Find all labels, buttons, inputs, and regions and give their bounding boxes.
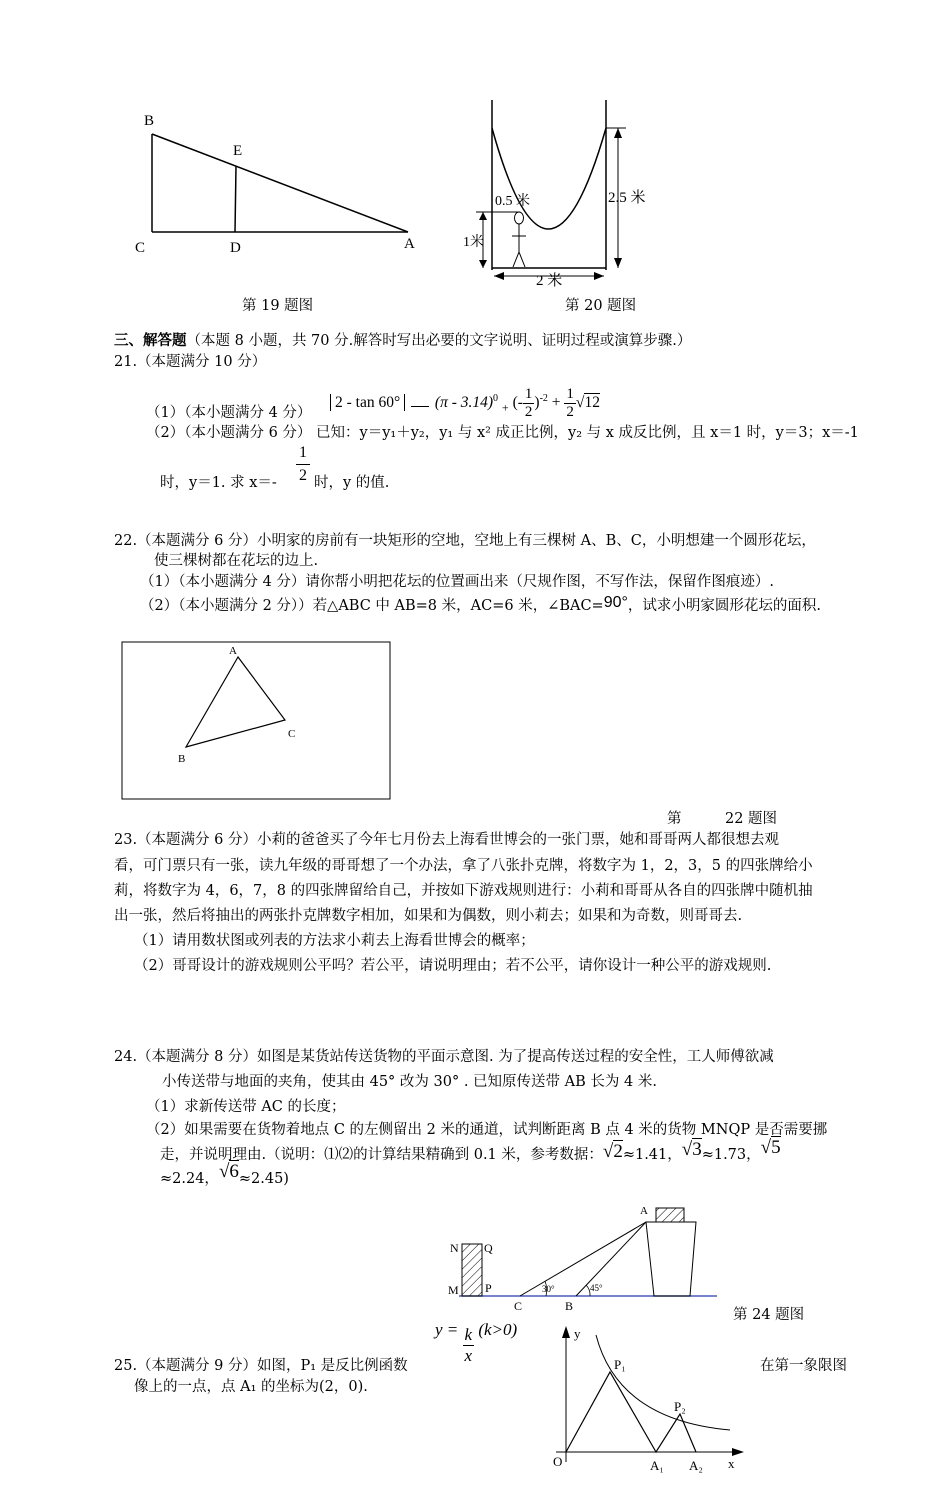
q23-part1: （1）请用数状图或列表的方法求小莉去上海看世博会的概率； [134,933,535,949]
q24-line1: 24.（本题满分 8 分）如图是某货站传送货物的平面示意图. 为了提高传送过程的安全性，工人师傅欲减 [114,1049,774,1065]
q24-part2a: （2）如果需要在货物着地点 C 的左侧留出 2 米的通道，试判断距离 B 点 4 米的货物 MNQP 是否需要挪 [146,1122,828,1138]
fig20-label-width: 2 米 [536,273,563,289]
q23-line4: 出一张，然后将抽出的两张扑克牌数字相加，如果和为偶数，则小莉去；如果和为奇数，则哥哥去. [114,908,743,924]
q25-formula-cond: (k>0) [478,1320,518,1340]
fig24-label-c: C [514,1299,523,1313]
fig19-label-b: B [144,113,155,129]
q25-formula-k: k [464,1325,473,1344]
q24-part2c-line: ≈2.24，√6≈2.45) [160,1161,289,1187]
q25-line1: 25.（本题满分 9 分）如图，P₁ 是反比例函数 [114,1358,408,1374]
fig24-label-q: Q [484,1241,493,1255]
q21-plus: + [501,400,509,415]
q22-line2: 使三棵树都在花坛的边上. [154,553,319,569]
q22-part2b: ，试求小明家圆形花坛的面积. [627,598,822,614]
q25-formula-x: x [464,1346,473,1365]
fig25-label-y: y [574,1326,581,1341]
q24-part2b: 走，并说明理由.（说明：⑴⑵的计算结果精确到 0.1 米，参考数据： [160,1147,603,1163]
q21-header: 21.（本题满分 10 分） [114,354,267,370]
q22-part1: （1）（本小题满分 4 分）请你帮小明把花坛的位置画出来（尺规作图，不写作法，保留作图痕迹）. [140,574,775,590]
fig25-label-a1: A₁ [650,1458,664,1473]
fig25-label-p1: P₁ [614,1357,626,1372]
q23-line3: 莉，将数字为 4，6，7，8 的四张牌留给自己，并按如下游戏规则进行：小莉和哥哥从各自的四张牌中随机抽 [114,883,813,899]
fig24-label-m: M [448,1283,459,1297]
q25-line2: 像上的一点，点 A₁ 的坐标为(2，0). [134,1379,368,1395]
q24-sqrt2: 2 [613,1141,623,1162]
q21-part2-line2b: 时，y 的值. [314,475,390,491]
q24-sqrt3: 3 [692,1139,702,1160]
q22-line1: 22.（本题满分 6 分）小明家的房前有一块矩形的空地，空地上有三棵树 A、B、C，小明想建一个圆形花坛， [114,533,816,549]
q21-sqrt: 12 [584,394,600,412]
q23-line1: 23.（本题满分 6 分）小莉的爸爸买了今年七月份去上海看世博会的一张门票，她和哥哥两人都很想去观 [114,832,779,848]
q21-exp: -2 [539,393,548,404]
section3-heading: 三、解答题 [114,332,187,349]
q25-line1-tail: 在第一象限图 [760,1358,847,1374]
q24-line2: 小传送带与地面的夹角，使其由 45° 改为 30° . 已知原传送带 AB 长为 4 米. [162,1074,657,1090]
q23-line2: 看，可门票只有一张，读九年级的哥哥想了一个办法，拿了八张扑克牌，将数字为 1，2，3，5 的四张牌给小 [114,858,813,874]
fig25-label-p2: P₂ [674,1399,686,1414]
q24-v2: ≈1.41， [622,1147,682,1163]
fig19-label-e: E [233,143,243,159]
q21-abs-term: 2 - tan 60° [330,394,405,411]
q21-neg: (- [512,394,523,412]
q25-formula-y: y = [435,1320,459,1340]
q24-v5: ≈2.24， [160,1171,219,1187]
q21-frac-den: 2 [524,404,533,421]
q24-v3: ≈1.73， [701,1147,761,1163]
q21-exp0: 0 [493,393,499,404]
fig24-label-a: A [640,1205,648,1217]
q24-sqrt5: 5 [771,1137,781,1158]
fig24-label-b: B [565,1299,574,1313]
q24-sqrt6: 6 [229,1161,239,1182]
fig19-label-c: C [135,240,146,256]
fig22-label-b: B [178,753,186,765]
fig25-label-o: O [553,1454,563,1469]
fig24-angle-45: 45° [590,1283,603,1293]
q21-part1-label: （1）（本小题满分 4 分） [146,405,312,421]
q21-part2-line2a: 时，y＝1. 求 x＝- [160,475,277,491]
fig22-caption: 第 22 题图 [667,811,778,827]
fig19-caption: 第 19 题图 [242,298,314,314]
q24-part2b-line: 走，并说明理由.（说明：⑴⑵的计算结果精确到 0.1 米，参考数据：√2≈1.41，√3≈1.73，√5 [160,1137,781,1163]
q21-part2-line1: （2）（本小题满分 6 分） 已知：y＝y₁＋y₂，y₁ 与 x² 成正比例，y₂ 与 x 成反比例，且 x＝1 时，y＝3；x＝-1 [146,425,859,441]
q23-part2: （2）哥哥设计的游戏规则公平吗？若公平，请说明理由；若不公平，请你设计一种公平的游戏规则. [134,958,772,974]
q21-x-den: 2 [299,467,307,484]
fig19-label-a: A [404,236,415,252]
q24-part1: （1）求新传送带 AC 的长度； [146,1099,346,1115]
q21-frac-num: 1 [524,386,533,403]
fig22-label-c: C [288,728,296,740]
section3-note: （本题 8 小题，共 70 分.解答时写出必要的文字说明、证明过程或演算步骤.） [186,333,692,349]
fig25-label-a2: A₂ [689,1458,703,1473]
q21-frac2-den: 2 [566,404,574,421]
fig20-label-half: 0.5 米 [495,194,530,209]
fig24-caption: 第 24 题图 [733,1307,805,1323]
q21-pi-term: (π - 3.14) [434,394,494,412]
fig24-angle-30: 30° [542,1284,555,1294]
q21-part1-expression: 2 - tan 60° (π - 3.14)$^0$ $_+$ (- $\frac{1}{2}$ )$^{-2}$ + $\frac{1}{2}$ √12 [330,384,600,418]
q21-x-num: 1 [296,442,310,465]
q24-v6: ≈2.45) [238,1171,289,1187]
q21-frac2-num: 1 [566,386,574,403]
fig24-label-n: N [450,1241,459,1255]
fig20-label-total: 2.5 米 [608,190,646,206]
fig20-caption: 第 20 题图 [565,298,637,314]
fig19-label-d: D [230,240,241,256]
q22-part2a: （2）（本小题满分 2 分））若△ABC 中 AB=8 米，AC=6 米，∠BAC= [140,598,604,614]
fig20-label-one: 1米 [463,235,484,250]
fig22-label-a: A [229,645,237,657]
q22-angle: 90° [603,594,628,611]
fig25-label-x: x [728,1456,735,1471]
fig24-label-p: P [485,1281,492,1295]
